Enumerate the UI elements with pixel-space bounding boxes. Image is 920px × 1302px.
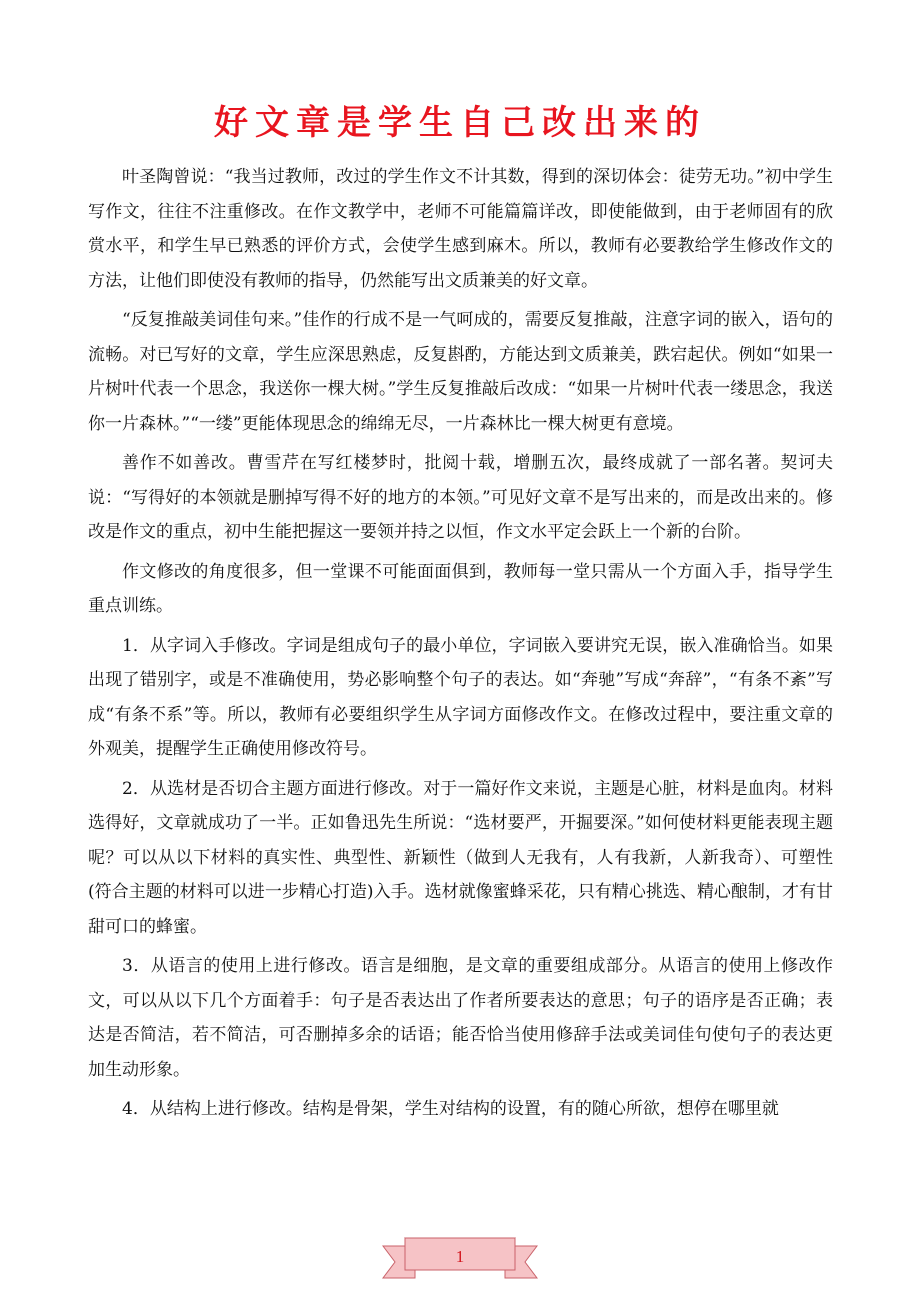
document-title: 好文章是学生自己改出来的 (214, 103, 706, 143)
page-number: 1 (455, 1247, 465, 1266)
paragraph: 善作不如善改。曹雪芹在写红楼梦时，批阅十载，增删五次，最终成就了一部名著。契诃夫说：“写得好的本领就是删掉写得不好的地方的本领。”可见好文章不是写出来的，而是改出来的。修改是作文的重点，初中生能把握这一要领并持之以恒，作文水平定会跃上一个新的台阶。 (88, 453, 833, 542)
paragraph: 3．从语言的使用上进行修改。语言是细胞，是文章的重要组成部分。从语言的使用上修改作文，可以从以下几个方面着手：句子是否表达出了作者所要表达的意思；句子的语序是否正确；表达是否简洁，若不简洁，可否删掉多余的话语；能否恰当使用修辞手法或美词佳句使句子的表达更加生动形象。 (88, 956, 833, 1080)
paragraph: 作文修改的角度很多，但一堂课不可能面面俱到，教师每一堂只需从一个方面入手，指导学生重点训练。 (88, 561, 833, 616)
paragraph: 叶圣陶曾说：“我当过教师，改过的学生作文不计其数，得到的深切体会：徒劳无功。”初中学生写作文，往往不注重修改。在作文教学中，老师不可能篇篇详改，即使能做到，由于老师固有的欣赏水平，和学生早已熟悉的评价方式，会使学生感到麻木。所以，教师有必要教给学生修改作文的方法，让他们即使没有教师的指导，仍然能写出文质兼美的好文章。 (88, 167, 833, 291)
page-number-ribbon (381, 1232, 539, 1282)
document-body (88, 160, 833, 1132)
paragraph: “反复推敲美词佳句来。”佳作的行成不是一气呵成的，需要反复推敲，注意字词的嵌入，语句的流畅。对已写好的文章，学生应深思熟虑，反复斟酌，方能达到文质兼美，跌宕起伏。例如“如果一片树叶代表一个思念，我送你一棵大树。”学生反复推敲后改成：“如果一片树叶代表一缕思念，我送你一片森林。”“一缕”更能体现思念的绵绵无尽，一片森林比一棵大树更有意境。 (88, 310, 833, 434)
paragraph: 4．从结构上进行修改。结构是骨架，学生对结构的设置，有的随心所欲，想停在哪里就 (122, 1099, 779, 1119)
paragraph: 2．从选材是否切合主题方面进行修改。对于一篇好作文来说，主题是心脏，材料是血肉。材料选得好，文章就成功了一半。正如鲁迅先生所说：“选材要严，开掘要深。”如何使材料更能表现主题呢？可以从以下材料的真实性、典型性、新颖性（做到人无我有，人有我新，人新我奇）、可塑性(符合主题的材料可以进一步精心打造)入手。选材就像蜜蜂采花，只有精心挑选、精心酿制，才有甘甜可口的蜂蜜。 (88, 778, 833, 937)
paragraph: 1．从字词入手修改。字词是组成句子的最小单位，字词嵌入要讲究无误，嵌入准确恰当。如果出现了错别字，或是不准确使用，势必影响整个句子的表达。如“奔驰”写成“奔辞”，“有条不紊”写成“有条不系”等。所以，教师有必要组织学生从字词方面修改作文。在修改过程中，要注重文章的外观美，提醒学生正确使用修改符号。 (88, 635, 833, 759)
